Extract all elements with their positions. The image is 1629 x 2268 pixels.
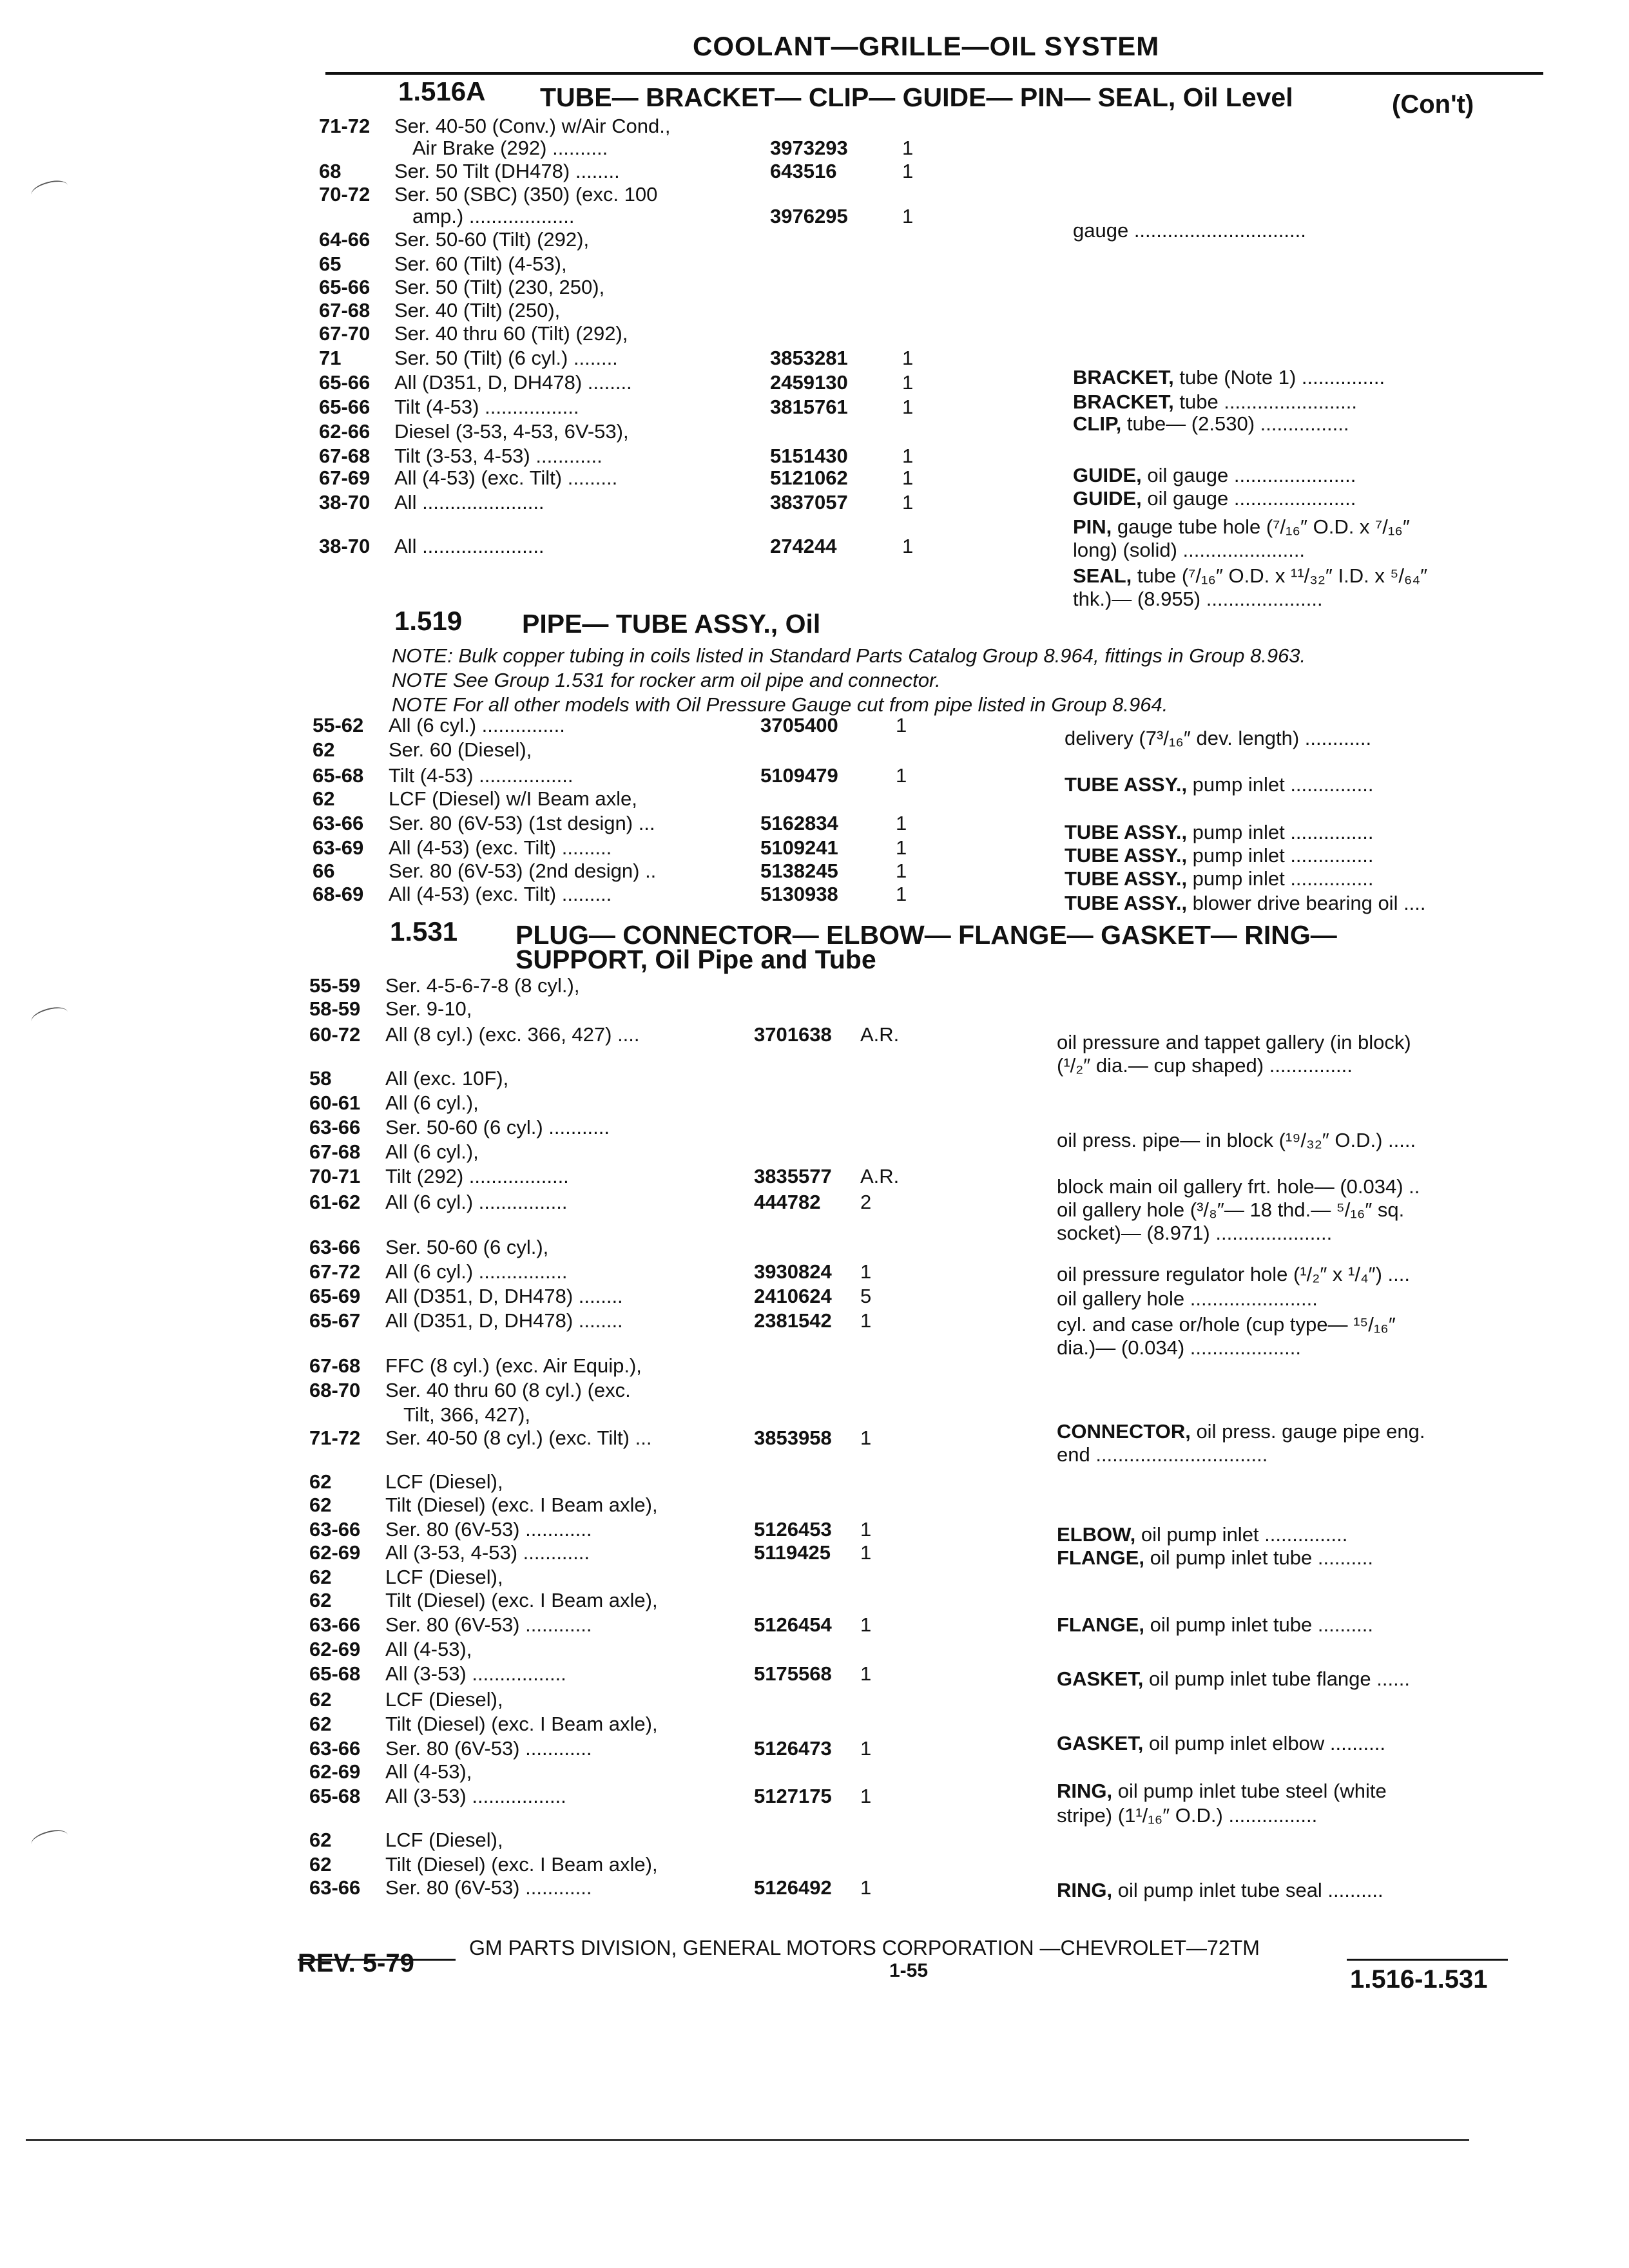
- model-year: 67-68: [319, 445, 371, 467]
- part-description: [1057, 1313, 1396, 1336]
- part-number: 2459130: [770, 371, 848, 394]
- header-rule: [325, 72, 1543, 75]
- footer-line: GM PARTS DIVISION, GENERAL MOTORS CORPORATION —CHEVROLET—72TM: [469, 1936, 1260, 1959]
- model-year: 71-72: [309, 1427, 361, 1449]
- application-description: Ser. 40-50 (8 cyl.) (exc. Tilt) ...: [385, 1427, 652, 1449]
- model-year: 38-70: [319, 535, 371, 557]
- part-number: 444782: [754, 1191, 821, 1213]
- quantity: 1: [860, 1309, 872, 1332]
- part-description: [1057, 1031, 1411, 1054]
- margin-mark: [30, 1827, 70, 1852]
- page-header-title: COOLANT—GRILLE—OIL SYSTEM: [693, 31, 1160, 61]
- bottom-scan-line: [26, 2139, 1469, 2141]
- part-detail: pump inlet ...............: [1187, 773, 1374, 796]
- part-number: 3815761: [770, 396, 848, 418]
- quantity: 1: [896, 812, 907, 834]
- model-year: 63-66: [309, 1876, 361, 1899]
- part-description: [1057, 1546, 1373, 1570]
- model-year: 64-66: [319, 228, 371, 251]
- part-description: [1057, 1175, 1420, 1198]
- part-name: ELBOW,: [1057, 1523, 1136, 1546]
- model-year: 68: [319, 160, 342, 182]
- part-number: 5151430: [770, 445, 848, 467]
- model-year: 68-69: [313, 883, 364, 905]
- part-description: [1073, 487, 1356, 510]
- model-year: 71-72: [319, 115, 371, 137]
- application-description: All (4-53) (exc. Tilt) .........: [389, 836, 612, 859]
- model-year: 62-69: [309, 1541, 361, 1564]
- part-number: 3976295: [770, 205, 848, 227]
- part-number: 5121062: [770, 466, 848, 489]
- part-name: BRACKET,: [1073, 390, 1174, 413]
- part-description: [1073, 564, 1427, 588]
- part-name: TUBE ASSY.,: [1065, 773, 1188, 796]
- part-detail: oil pump inlet tube steel (white: [1112, 1780, 1387, 1802]
- model-year: 71: [319, 347, 342, 369]
- part-detail: delivery (7³/₁₆″ dev. length) ............: [1065, 727, 1372, 749]
- part-detail: tube (⁷/₁₆″ O.D. x ¹¹/₃₂″ I.D. x ⁵/₆₄″: [1132, 564, 1428, 587]
- model-year: 58-59: [309, 997, 361, 1020]
- application-description: Tilt, 366, 427),: [403, 1403, 531, 1426]
- application-description: Ser. 50 (SBC) (350) (exc. 100: [394, 183, 658, 206]
- application-description: LCF (Diesel),: [385, 1688, 503, 1711]
- model-year: 67-72: [309, 1260, 361, 1283]
- part-name: FLANGE,: [1057, 1546, 1145, 1569]
- application-description: Ser. 80 (6V-53) ............: [385, 1737, 592, 1760]
- part-detail: oil pump inlet elbow ..........: [1143, 1732, 1385, 1754]
- margin-mark: [30, 177, 70, 203]
- application-description: amp.) ...................: [412, 205, 575, 227]
- part-name: GASKET,: [1057, 1732, 1144, 1754]
- part-description: [1073, 412, 1349, 436]
- part-description: [1057, 1198, 1404, 1222]
- part-description: [1057, 1667, 1410, 1691]
- part-description: [1057, 1287, 1318, 1311]
- part-description: [1057, 1613, 1373, 1637]
- quantity: 1: [860, 1541, 872, 1564]
- application-description: All (3-53, 4-53) ............: [385, 1541, 590, 1564]
- model-year: 55-62: [313, 714, 364, 736]
- part-detail: oil gauge ......................: [1141, 464, 1356, 486]
- application-description: Tilt (Diesel) (exc. I Beam axle),: [385, 1853, 658, 1876]
- part-description: [1065, 844, 1374, 867]
- part-description: [1057, 1222, 1332, 1245]
- application-description: Tilt (4-53) .................: [389, 764, 574, 787]
- application-description: All ......................: [394, 535, 545, 557]
- part-detail: oil gallery hole (³/₈″— 18 thd.— ⁵/₁₆″ sq.: [1057, 1198, 1405, 1221]
- model-year: 67-68: [309, 1140, 361, 1163]
- part-detail: oil pump inlet tube flange ......: [1143, 1667, 1410, 1690]
- model-year: 70-72: [319, 183, 371, 206]
- model-year: 62: [313, 787, 335, 810]
- application-description: Ser. 40 thru 60 (8 cyl.) (exc.: [385, 1379, 631, 1401]
- part-detail: oil pressure regulator hole (¹/₂″ x ¹/₄″) ....: [1057, 1263, 1410, 1285]
- part-name: CONNECTOR,: [1057, 1420, 1191, 1443]
- model-year: 65-67: [309, 1309, 361, 1332]
- part-number: 5138245: [760, 860, 838, 882]
- part-number: 3701638: [754, 1023, 832, 1046]
- application-description: All (D351, D, DH478) ........: [385, 1309, 623, 1332]
- application-description: All (8 cyl.) (exc. 366, 427) ....: [385, 1023, 640, 1046]
- model-year: 63-66: [309, 1116, 361, 1139]
- part-detail: oil gauge ......................: [1141, 487, 1356, 510]
- part-description: [1057, 1420, 1425, 1443]
- part-name: BRACKET,: [1073, 366, 1174, 389]
- part-detail: pump inlet ...............: [1187, 821, 1374, 843]
- part-detail: (¹/₂″ dia.— cup shaped) ...............: [1057, 1054, 1353, 1077]
- application-description: Ser. 80 (6V-53) ............: [385, 1876, 592, 1899]
- part-description: [1065, 773, 1374, 796]
- part-description: [1057, 1732, 1385, 1755]
- application-description: All ......................: [394, 491, 545, 514]
- part-description: [1057, 1129, 1416, 1152]
- part-detail: oil pump inlet tube ..........: [1144, 1613, 1374, 1636]
- part-number: 643516: [770, 160, 837, 182]
- application-description: LCF (Diesel),: [385, 1470, 503, 1493]
- quantity: 1: [860, 1427, 872, 1449]
- model-year: 65-66: [319, 371, 371, 394]
- application-description: All (3-53) .................: [385, 1785, 566, 1807]
- revision-label: REV. 5-79: [298, 1949, 414, 1977]
- model-year: 63-66: [309, 1236, 361, 1258]
- application-description: All (4-53),: [385, 1638, 472, 1660]
- part-description: [1057, 1804, 1317, 1827]
- section-note: NOTE See Group 1.531 for rocker arm oil pipe and connector.: [392, 669, 941, 691]
- part-name: CLIP,: [1073, 412, 1122, 435]
- part-number: 2381542: [754, 1309, 832, 1332]
- part-number: 3837057: [770, 491, 848, 514]
- model-year: 61-62: [309, 1191, 361, 1213]
- model-year: 62-69: [309, 1760, 361, 1783]
- part-number: 5175568: [754, 1662, 832, 1685]
- page-number: 1-55: [889, 1960, 929, 1981]
- model-year: 62: [309, 1829, 332, 1851]
- application-description: Ser. 80 (6V-53) (2nd design) ..: [389, 860, 657, 882]
- application-description: All (D351, D, DH478) ........: [385, 1285, 623, 1307]
- model-year: 63-66: [309, 1518, 361, 1541]
- application-description: All (4-53),: [385, 1760, 472, 1783]
- part-number: 3973293: [770, 137, 848, 159]
- part-description: [1073, 390, 1357, 414]
- part-detail: stripe) (1¹/₁₆″ O.D.) ................: [1057, 1804, 1318, 1827]
- part-detail: end ...............................: [1057, 1443, 1268, 1466]
- part-description: [1073, 219, 1306, 242]
- section-number: 1.531: [390, 916, 458, 947]
- part-detail: pump inlet ...............: [1187, 867, 1374, 890]
- application-description: Tilt (Diesel) (exc. I Beam axle),: [385, 1713, 658, 1735]
- model-year: 63-66: [313, 812, 364, 834]
- application-description: Ser. 60 (Diesel),: [389, 738, 532, 761]
- application-description: All (D351, D, DH478) ........: [394, 371, 632, 394]
- part-name: FLANGE,: [1057, 1613, 1145, 1636]
- part-number: 3705400: [760, 714, 838, 736]
- section-note: NOTE: Bulk copper tubing in coils listed in Standard Parts Catalog Group 8.964, fittings in Group 8.963.: [392, 644, 1306, 667]
- quantity: 1: [860, 1662, 872, 1685]
- quantity: 2: [860, 1191, 872, 1213]
- application-description: Diesel (3-53, 4-53, 6V-53),: [394, 420, 629, 443]
- model-year: 62-69: [309, 1638, 361, 1660]
- part-detail: thk.)— (8.955) .....................: [1073, 588, 1323, 610]
- application-description: Ser. 80 (6V-53) ............: [385, 1613, 592, 1636]
- model-year: 38-70: [319, 491, 371, 514]
- quantity: 1: [860, 1737, 872, 1760]
- application-description: All (6 cyl.) ................: [385, 1260, 568, 1283]
- quantity: 1: [896, 860, 907, 882]
- application-description: All (6 cyl.),: [385, 1140, 479, 1163]
- model-year: 63-66: [309, 1737, 361, 1760]
- quantity: 1: [860, 1876, 872, 1899]
- quantity: 1: [902, 137, 914, 159]
- part-number: 5126492: [754, 1876, 832, 1899]
- part-detail: tube— (2.530) ................: [1121, 412, 1349, 435]
- application-description: Tilt (Diesel) (exc. I Beam axle),: [385, 1494, 658, 1516]
- application-description: Ser. 50 (Tilt) (230, 250),: [394, 276, 605, 298]
- part-description: [1065, 727, 1371, 750]
- section-title-continued: SUPPORT, Oil Pipe and Tube: [516, 945, 876, 974]
- section-title: TUBE— BRACKET— CLIP— GUIDE— PIN— SEAL, Oil Level: [540, 82, 1293, 112]
- part-detail: pump inlet ...............: [1187, 844, 1374, 867]
- model-year: 63-69: [313, 836, 364, 859]
- part-number: 3853281: [770, 347, 848, 369]
- application-description: Ser. 40 (Tilt) (250),: [394, 299, 561, 322]
- application-description: FFC (8 cyl.) (exc. Air Equip.),: [385, 1354, 642, 1377]
- part-detail: oil pump inlet tube seal ..........: [1112, 1879, 1383, 1901]
- application-description: Ser. 9-10,: [385, 997, 472, 1020]
- model-year: 67-68: [319, 299, 371, 322]
- part-detail: cyl. and case or/hole (cup type— ¹⁵/₁₆″: [1057, 1313, 1396, 1336]
- application-description: LCF (Diesel),: [385, 1566, 503, 1588]
- model-year: 67-69: [319, 466, 371, 489]
- part-number: 5126454: [754, 1613, 832, 1636]
- part-detail: oil pressure and tappet gallery (in block): [1057, 1031, 1411, 1053]
- part-description: [1057, 1879, 1383, 1902]
- application-description: Ser. 50 (Tilt) (6 cyl.) ........: [394, 347, 618, 369]
- application-description: All (exc. 10F),: [385, 1067, 509, 1090]
- application-description: Ser. 50-60 (6 cyl.) ...........: [385, 1116, 610, 1139]
- model-year: 63-66: [309, 1613, 361, 1636]
- part-detail: socket)— (8.971) .....................: [1057, 1222, 1333, 1244]
- part-number: 3835577: [754, 1165, 832, 1187]
- part-detail: gauge tube hole (⁷/₁₆″ O.D. x ⁷/₁₆″: [1112, 515, 1410, 538]
- model-year: 65: [319, 253, 342, 275]
- model-year: 70-71: [309, 1165, 361, 1187]
- model-year: 55-59: [309, 974, 361, 997]
- quantity: 1: [860, 1785, 872, 1807]
- part-description: [1065, 892, 1426, 915]
- quantity: 1: [902, 347, 914, 369]
- application-description: All (6 cyl.),: [385, 1091, 479, 1114]
- application-description: All (6 cyl.) ................: [385, 1191, 568, 1213]
- model-year: 65-68: [309, 1662, 361, 1685]
- part-detail: oil press. gauge pipe eng.: [1190, 1420, 1425, 1443]
- quantity: 1: [860, 1518, 872, 1541]
- quantity: 1: [860, 1260, 872, 1283]
- part-description: [1073, 515, 1410, 539]
- model-year: 65-66: [319, 396, 371, 418]
- part-name: GASKET,: [1057, 1667, 1144, 1690]
- part-description: [1057, 1336, 1301, 1360]
- part-detail: oil gallery hole .......................: [1057, 1287, 1318, 1310]
- part-number: 5109479: [760, 764, 838, 787]
- part-name: PIN,: [1073, 515, 1112, 538]
- quantity: 1: [896, 883, 907, 905]
- part-number: 5119425: [754, 1541, 831, 1564]
- quantity: 1: [902, 205, 914, 227]
- part-name: TUBE ASSY.,: [1065, 892, 1188, 914]
- part-name: GUIDE,: [1073, 487, 1142, 510]
- part-name: TUBE ASSY.,: [1065, 844, 1188, 867]
- quantity: 1: [896, 836, 907, 859]
- application-description: Ser. 50-60 (6 cyl.),: [385, 1236, 549, 1258]
- part-number: 5127175: [754, 1785, 832, 1807]
- quantity: 1: [902, 491, 914, 514]
- section-number: 1.516A: [398, 76, 486, 106]
- part-description: [1065, 821, 1374, 844]
- model-year: 62: [309, 1470, 332, 1493]
- part-detail: dia.)— (0.034) ....................: [1057, 1336, 1302, 1359]
- model-year: 68-70: [309, 1379, 361, 1401]
- part-name: TUBE ASSY.,: [1065, 821, 1188, 843]
- model-year: 62: [309, 1589, 332, 1611]
- application-description: All (4-53) (exc. Tilt) .........: [394, 466, 618, 489]
- model-year: 62: [309, 1566, 332, 1588]
- part-description: [1057, 1780, 1387, 1803]
- part-number: 5109241: [760, 836, 838, 859]
- application-description: Ser. 4-5-6-7-8 (8 cyl.),: [385, 974, 580, 997]
- part-description: [1073, 464, 1356, 487]
- application-description: All (4-53) (exc. Tilt) .........: [389, 883, 612, 905]
- part-description: [1057, 1443, 1268, 1466]
- part-name: RING,: [1057, 1780, 1113, 1802]
- part-description: [1065, 867, 1374, 890]
- application-description: Tilt (4-53) .................: [394, 396, 579, 418]
- application-description: LCF (Diesel) w/I Beam axle,: [389, 787, 637, 810]
- application-description: Ser. 50 Tilt (DH478) ........: [394, 160, 620, 182]
- part-description: [1073, 539, 1305, 562]
- part-number: 3930824: [754, 1260, 832, 1283]
- model-year: 65-68: [309, 1785, 361, 1807]
- model-year: 65-66: [319, 276, 371, 298]
- application-description: Ser. 50-60 (Tilt) (292),: [394, 228, 590, 251]
- section-title: PIPE— TUBE ASSY., Oil: [522, 609, 821, 639]
- part-description: [1057, 1054, 1353, 1077]
- group-range: 1.516-1.531: [1350, 1965, 1488, 1994]
- model-year: 67-70: [319, 322, 371, 345]
- model-year: 62: [309, 1688, 332, 1711]
- quantity: 1: [860, 1613, 872, 1636]
- part-name: GUIDE,: [1073, 464, 1142, 486]
- part-number: 274244: [770, 535, 837, 557]
- part-detail: block main oil gallery frt. hole— (0.034) ..: [1057, 1175, 1420, 1198]
- quantity: A.R.: [860, 1023, 900, 1046]
- model-year: 58: [309, 1067, 332, 1090]
- model-year: 62: [313, 738, 335, 761]
- part-detail: tube (Note 1) ...............: [1173, 366, 1385, 389]
- quantity: 1: [896, 714, 907, 736]
- section-note: NOTE For all other models with Oil Pressure Gauge cut from pipe listed in Group 8.964.: [392, 693, 1168, 716]
- quantity: 1: [902, 371, 914, 394]
- application-description: Tilt (Diesel) (exc. I Beam axle),: [385, 1589, 658, 1611]
- quantity: 1: [902, 466, 914, 489]
- application-description: Ser. 60 (Tilt) (4-53),: [394, 253, 567, 275]
- application-description: Ser. 80 (6V-53) ............: [385, 1518, 592, 1541]
- section-title: PLUG— CONNECTOR— ELBOW— FLANGE— GASKET— RING—: [516, 920, 1337, 950]
- application-description: Tilt (3-53, 4-53) ............: [394, 445, 602, 467]
- model-year: 62: [309, 1494, 332, 1516]
- quantity: 5: [860, 1285, 872, 1307]
- quantity: A.R.: [860, 1165, 900, 1187]
- part-name: RING,: [1057, 1879, 1113, 1901]
- part-name: SEAL,: [1073, 564, 1132, 587]
- part-description: [1057, 1263, 1410, 1286]
- application-description: Air Brake (292) ..........: [412, 137, 608, 159]
- application-description: Ser. 80 (6V-53) (1st design) ...: [389, 812, 655, 834]
- part-detail: oil pump inlet tube ..........: [1144, 1546, 1374, 1569]
- model-year: 62-66: [319, 420, 371, 443]
- part-number: 2410624: [754, 1285, 832, 1307]
- part-description: [1073, 588, 1323, 611]
- quantity: 1: [902, 160, 914, 182]
- model-year: 67-68: [309, 1354, 361, 1377]
- quantity: 1: [902, 396, 914, 418]
- model-year: 66: [313, 860, 335, 882]
- model-year: 60-61: [309, 1091, 361, 1114]
- part-number: 5162834: [760, 812, 838, 834]
- margin-mark: [30, 1004, 70, 1030]
- application-description: Ser. 40 thru 60 (Tilt) (292),: [394, 322, 628, 345]
- part-number: 5130938: [760, 883, 838, 905]
- model-year: 62: [309, 1713, 332, 1735]
- part-detail: tube ........................: [1173, 390, 1358, 413]
- part-description: [1057, 1523, 1347, 1546]
- part-detail: oil pump inlet ...............: [1135, 1523, 1348, 1546]
- application-description: Ser. 40-50 (Conv.) w/Air Cond.,: [394, 115, 671, 137]
- model-year: 65-69: [309, 1285, 361, 1307]
- application-description: Tilt (292) ..................: [385, 1165, 569, 1187]
- part-detail: gauge ...............................: [1073, 219, 1306, 242]
- part-detail: long) (solid) ......................: [1073, 539, 1306, 561]
- model-year: 65-68: [313, 764, 364, 787]
- quantity: 1: [902, 445, 914, 467]
- model-year: 60-72: [309, 1023, 361, 1046]
- section-number: 1.519: [394, 606, 463, 636]
- part-description: [1073, 366, 1385, 389]
- part-number: 3853958: [754, 1427, 832, 1449]
- application-description: LCF (Diesel),: [385, 1829, 503, 1851]
- application-description: All (3-53) .................: [385, 1662, 566, 1685]
- part-detail: oil press. pipe— in block (¹⁹/₃₂″ O.D.) .....: [1057, 1129, 1416, 1151]
- quantity: 1: [896, 764, 907, 787]
- quantity: 1: [902, 535, 914, 557]
- footer-rule-right: [1347, 1959, 1508, 1961]
- part-number: 5126473: [754, 1737, 832, 1760]
- application-description: All (6 cyl.) ...............: [389, 714, 565, 736]
- part-detail: blower drive bearing oil ....: [1187, 892, 1426, 914]
- part-number: 5126453: [754, 1518, 832, 1541]
- model-year: 62: [309, 1853, 332, 1876]
- continued-label: (Con't): [1392, 90, 1474, 119]
- part-name: TUBE ASSY.,: [1065, 867, 1188, 890]
